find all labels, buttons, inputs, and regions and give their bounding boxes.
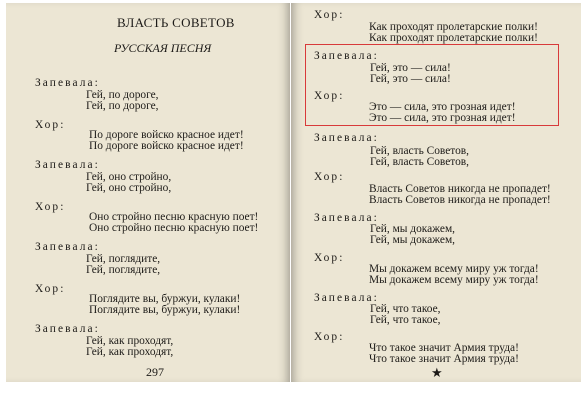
verse-line: Мы докажем всему миру уж тогда! <box>369 263 539 275</box>
singer-label: Хор: <box>35 201 66 213</box>
singer-label: Запевала: <box>35 323 100 335</box>
singer-label: Хор: <box>35 283 66 295</box>
singer-label: Хор: <box>35 119 66 131</box>
verse-line: Гей, как проходят, <box>86 335 174 347</box>
verse-line: Гей, что такое, <box>370 314 441 326</box>
verse-line: Гей, оно стройно, <box>86 182 172 194</box>
singer-label: Запевала: <box>314 212 379 224</box>
verse-line: Как проходят пролетарские полки! <box>369 21 538 33</box>
verse-line: Гей, это — сила! <box>370 73 451 85</box>
singer-label: Запевала: <box>314 132 379 144</box>
verse-line: Что такое значит Армия труда! <box>369 342 519 354</box>
verse-line: Гей, власть Советов, <box>370 156 470 168</box>
verse-line: Гей, это — сила! <box>370 62 451 74</box>
singer-label: Хор: <box>314 90 345 102</box>
singer-label: Запевала: <box>35 241 100 253</box>
song-subtitle: РУССКАЯ ПЕСНЯ <box>114 41 212 55</box>
singer-label: Запевала: <box>35 77 100 89</box>
verse-line: Оно стройно песню красную поет! <box>89 222 259 234</box>
verse-line: Что такое значит Армия труда! <box>369 353 519 365</box>
verse-line: Гей, мы докажем, <box>370 223 456 235</box>
star-ornament-icon: ★ <box>431 365 443 380</box>
singer-label: Запевала: <box>35 159 100 171</box>
verse-line: Гей, как проходят, <box>86 346 174 358</box>
verse-line: По дороге войско красное идет! <box>89 140 244 152</box>
verse-line: Гей, мы докажем, <box>370 234 456 246</box>
singer-label: Хор: <box>314 171 345 183</box>
verse-line: Поглядите вы, буржуи, кулаки! <box>89 293 241 305</box>
verse-line: Мы докажем всему миру уж тогда! <box>369 274 539 286</box>
singer-label: Хор: <box>314 252 345 264</box>
singer-label: Запевала: <box>314 50 379 62</box>
verse-line: Это — сила, это грозная идет! <box>369 112 516 124</box>
verse-line: Как проходят пролетарские полки! <box>369 32 538 44</box>
verse-line: Гей, по дороге, <box>86 89 159 101</box>
verse-line: Гей, оно стройно, <box>86 171 172 183</box>
verse-line: Оно стройно песню красную поет! <box>89 211 259 223</box>
verse-line: Гей, по дороге, <box>86 100 159 112</box>
singer-label: Хор: <box>314 331 345 343</box>
verse-line: Поглядите вы, буржуи, кулаки! <box>89 304 241 316</box>
highlight-box <box>305 44 559 126</box>
verse-line: Власть Советов никогда не пропадет! <box>369 194 551 206</box>
verse-line: Власть Советов никогда не пропадет! <box>369 183 551 195</box>
verse-line: Гей, поглядите, <box>86 253 161 265</box>
verse-line: Это — сила, это грозная идет! <box>369 101 516 113</box>
singer-label: Запевала: <box>314 292 379 304</box>
song-title: ВЛАСТЬ СОВЕТОВ <box>117 15 235 30</box>
verse-line: Гей, поглядите, <box>86 264 161 276</box>
singer-label: Хор: <box>314 9 345 21</box>
page-number: 297 <box>146 365 164 379</box>
verse-line: По дороге войско красное идет! <box>89 129 244 141</box>
verse-line: Гей, что такое, <box>370 303 441 315</box>
verse-line: Гей, власть Советов, <box>370 145 470 157</box>
